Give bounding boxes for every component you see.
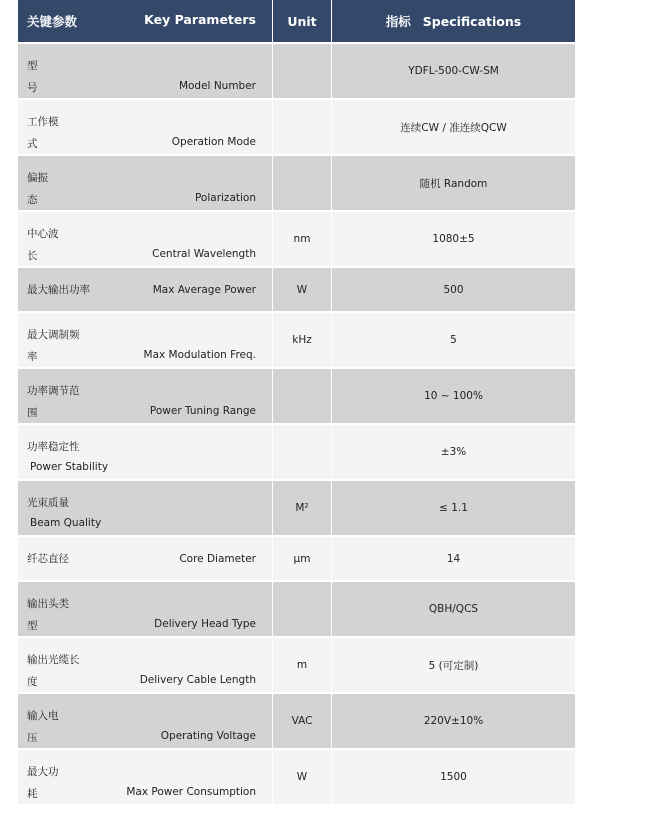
param-cell xyxy=(18,212,273,268)
unit-cell xyxy=(273,425,332,481)
spec-value-cell: 随机 Random xyxy=(332,156,575,212)
table-row xyxy=(18,212,575,268)
spec-value-cell: 连续CW / 准连续QCW xyxy=(332,100,575,156)
header-row xyxy=(18,0,575,44)
unit-cell xyxy=(273,369,332,425)
table-row xyxy=(18,694,575,750)
param-name-en: Max Power Consumption xyxy=(126,786,256,798)
param-name-cn: 纤芯直径 xyxy=(27,552,69,565)
header-spec-cn: 指标 xyxy=(385,14,411,29)
table-row xyxy=(18,44,575,100)
spec-table xyxy=(18,0,575,806)
spec-value-cell: YDFL-500-CW-SM xyxy=(332,44,575,100)
param-name-cn: 最大功 耗 xyxy=(27,766,59,800)
unit-cell xyxy=(273,156,332,212)
param-name-cn: 输出光缆长 度 xyxy=(27,654,80,688)
param-name-en: Max Modulation Freq. xyxy=(143,349,256,361)
table-row xyxy=(18,369,575,425)
table-row xyxy=(18,156,575,212)
param-name-cn: 输出头类 型 xyxy=(27,598,69,632)
unit-cell xyxy=(273,582,332,638)
unit-cell: M² xyxy=(273,481,332,537)
table-row xyxy=(18,750,575,806)
param-name-cn: 功率稳定性 xyxy=(27,441,80,453)
spec-value-cell: 10 ~ 100% xyxy=(332,369,575,425)
spec-value-cell: ≤ 1.1 xyxy=(332,481,575,537)
param-name-cn: 型 号 xyxy=(27,60,38,94)
param-cell xyxy=(18,481,273,537)
unit-cell: m xyxy=(273,638,332,694)
param-name-en: Power Stability xyxy=(30,461,109,473)
table-row xyxy=(18,582,575,638)
spec-value-cell: ±3% xyxy=(332,425,575,481)
unit-cell xyxy=(273,44,332,100)
table-row xyxy=(18,638,575,694)
header-specifications xyxy=(332,0,575,44)
table-row xyxy=(18,100,575,156)
spec-value-cell: 14 xyxy=(332,537,575,582)
table-row xyxy=(18,537,575,582)
param-cell xyxy=(18,537,273,582)
param-cell xyxy=(18,156,273,212)
header-param-en: Key Parameters xyxy=(144,12,256,27)
header-spec-en: Specifications xyxy=(422,14,522,29)
spec-value-cell: 5 (可定制) xyxy=(332,638,575,694)
param-cell xyxy=(18,638,273,694)
header-param-cn: 关键参数 xyxy=(27,14,78,29)
spec-value-cell: 500 xyxy=(332,268,575,313)
param-cell xyxy=(18,44,273,100)
unit-cell: W xyxy=(273,750,332,806)
table-row xyxy=(18,425,575,481)
table-row xyxy=(18,481,575,537)
unit-cell: W xyxy=(273,268,332,313)
param-cell xyxy=(18,313,273,369)
unit-cell: μm xyxy=(273,537,332,582)
param-cell xyxy=(18,100,273,156)
param-cell xyxy=(18,425,273,481)
param-name-cn: 输入电 压 xyxy=(27,710,59,744)
unit-cell xyxy=(273,100,332,156)
header-key-parameters xyxy=(18,0,273,44)
param-cell xyxy=(18,694,273,750)
param-cell xyxy=(18,750,273,806)
unit-cell: kHz xyxy=(273,313,332,369)
unit-cell: nm xyxy=(273,212,332,268)
table-row xyxy=(18,313,575,369)
spec-value-cell: 1500 xyxy=(332,750,575,806)
param-name-en: Max Average Power xyxy=(152,283,256,296)
param-name-en: Central Wavelength xyxy=(152,248,256,260)
param-name-en: Power Tuning Range xyxy=(149,405,256,417)
param-name-en: Beam Quality xyxy=(30,517,102,529)
param-name-en: Model Number xyxy=(178,80,256,92)
spec-value-cell: QBH/QCS xyxy=(332,582,575,638)
spec-value-cell: 220V±10% xyxy=(332,694,575,750)
param-name-cn: 工作模 式 xyxy=(27,116,59,150)
param-cell xyxy=(18,582,273,638)
param-name-cn: 功率调节范 围 xyxy=(27,385,80,419)
table-row xyxy=(18,268,575,313)
param-name-en: Delivery Head Type xyxy=(154,618,256,630)
param-name-en: Core Diameter xyxy=(179,552,256,565)
param-name-en: Operation Mode xyxy=(171,136,256,148)
param-name-cn: 偏振 态 xyxy=(27,172,48,206)
param-name-cn: 中心波 长 xyxy=(27,228,59,262)
param-name-en: Delivery Cable Length xyxy=(139,674,256,686)
param-cell xyxy=(18,369,273,425)
param-name-en: Polarization xyxy=(194,192,256,204)
param-name-cn: 最大调制频 率 xyxy=(27,329,80,363)
param-name-cn: 最大输出功率 xyxy=(27,283,90,296)
param-name-cn: 光束质量 xyxy=(27,497,69,509)
param-name-en: Operating Voltage xyxy=(160,730,256,742)
param-cell xyxy=(18,268,273,313)
spec-value-cell: 5 xyxy=(332,313,575,369)
unit-cell: VAC xyxy=(273,694,332,750)
spec-value-cell: 1080±5 xyxy=(332,212,575,268)
header-unit: Unit xyxy=(273,0,332,44)
